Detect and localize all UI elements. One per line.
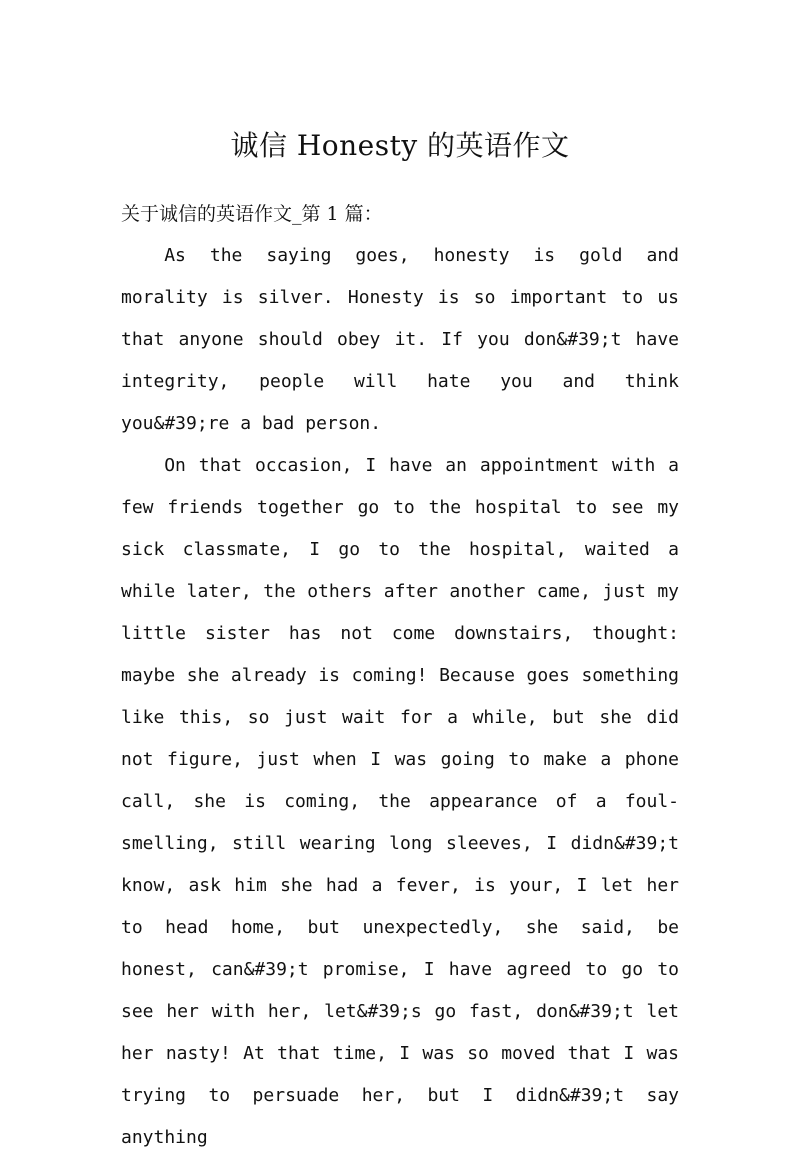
essay-body	[121, 235, 679, 1159]
paragraph: On that occasion, I have an appointment with a few friends together go to the hospital to see my sick classmate, I go to the hospital, waited a while later, the others after another came, just my little sister has not come downstairs, thought: maybe she already is coming! Because goes something like this, so just wait for a while, but she did not figure, just when I was going to make a phone call, she is coming, the appearance of a foul-smelling, still wearing long sleeves, I didn&#39;t know, ask him she had a fever, is your, I let her to head home, but unexpectedly, she said, be honest, can&#39;t promise, I have agreed to go to see her with her, let&#39;s go fast, don&#39;t let her nasty! At that time, I was so moved that I was trying to persuade her, but I didn&#39;t say anything	[121, 455, 679, 1148]
document-title: 诚信 Honesty 的英语作文	[230, 129, 570, 162]
paragraph: As the saying goes, honesty is gold and morality is silver. Honesty is so important to us that anyone should obey it. If you don&#39;t have integrity, people will hate you and think you&#39;re a bad person.	[121, 245, 679, 434]
section-heading: 关于诚信的英语作文_第 1 篇：	[121, 203, 383, 225]
